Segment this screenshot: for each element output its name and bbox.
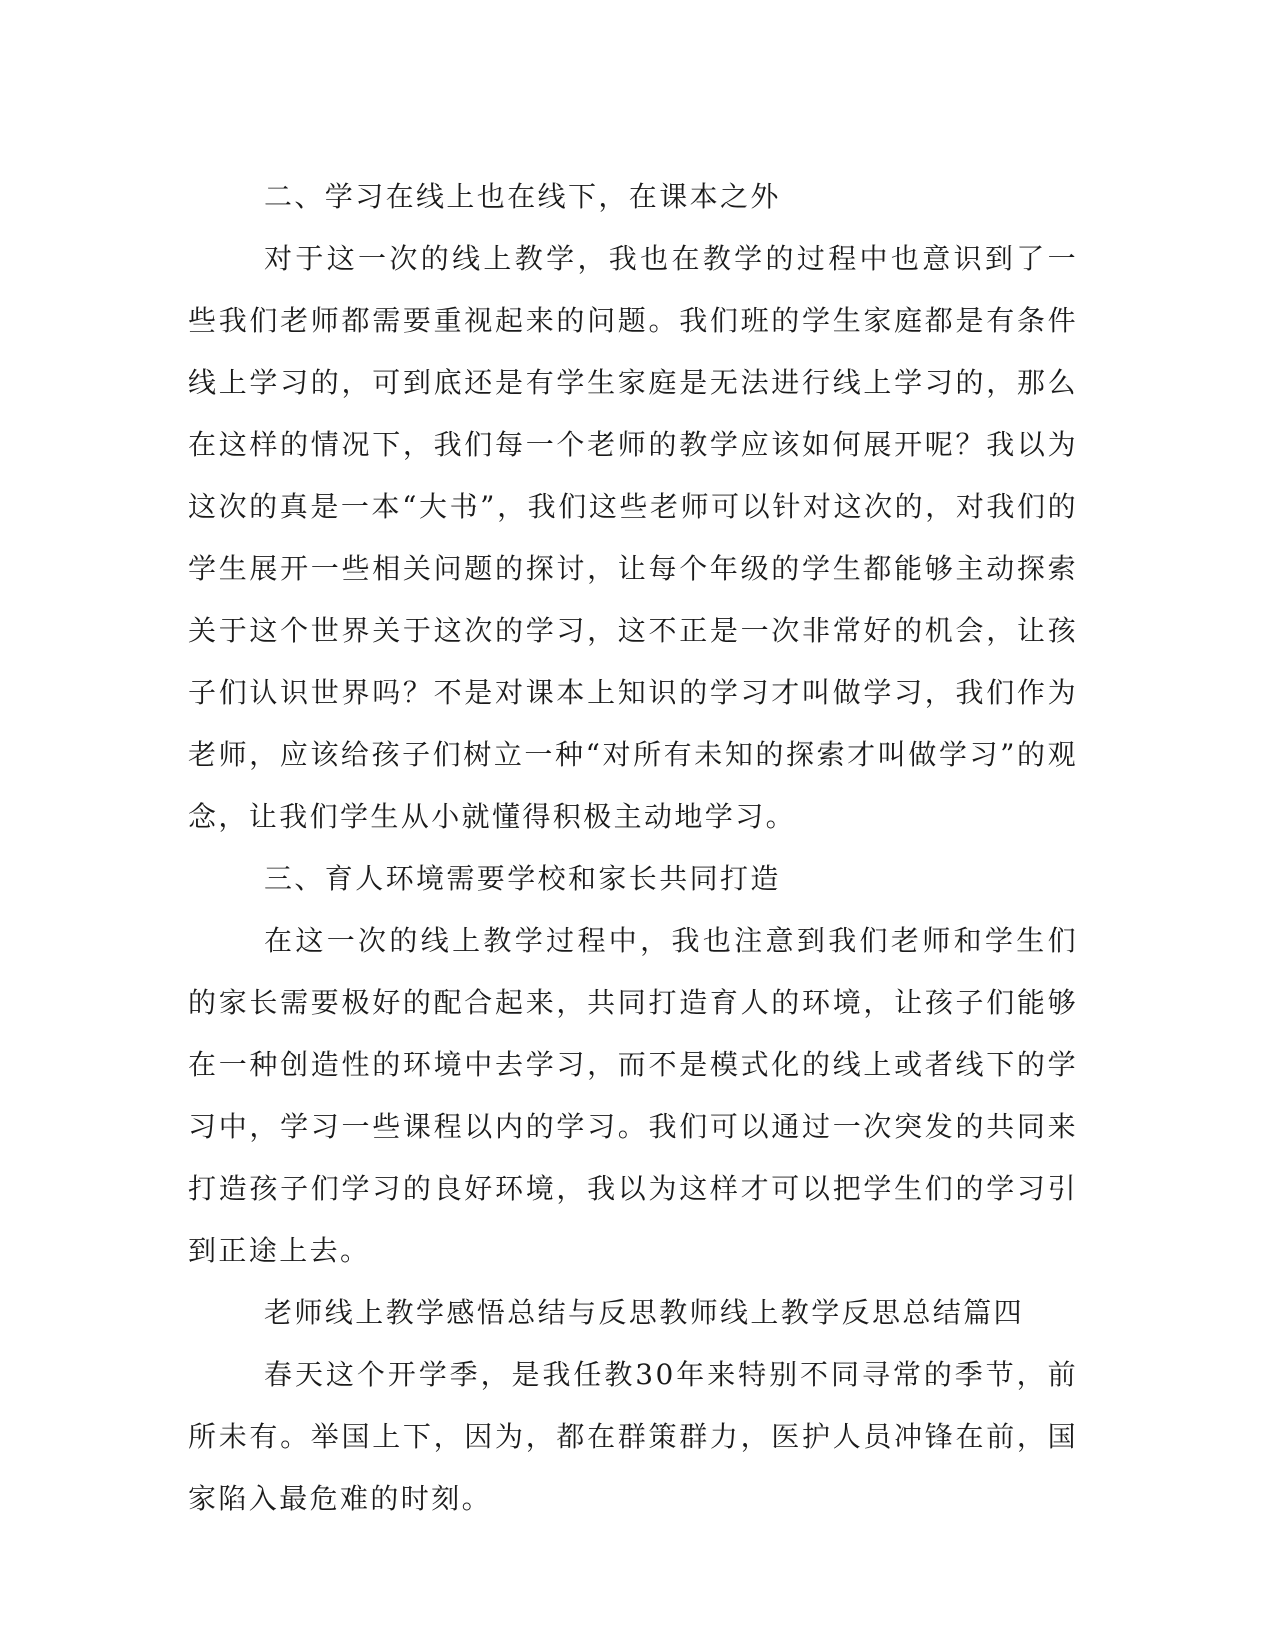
section-heading-3: 三、育人环境需要学校和家长共同打造: [264, 862, 781, 895]
body-paragraph: 春天这个开学季，是我任教30年来特别不同寻常的季节，前所未有。举国上下，因为，都在群策群力，医护人员冲锋在前，国家陷入最危难的时刻。: [188, 1358, 1078, 1515]
article-title: 老师线上教学感悟总结与反思教师线上教学反思总结篇四: [264, 1296, 1025, 1329]
body-paragraph: 在这一次的线上教学过程中，我也注意到我们老师和学生们的家长需要极好的配合起来，共同打造育人的环境，让孩子们能够在一种创造性的环境中去学习，而不是模式化的线上或者线下的学习中，学习一些课程以内的学习。我们可以通过一次突发的共同来打造孩子们学习的良好环境，我以为这样才可以把学生们的学习引到正途上去。: [188, 924, 1078, 1267]
document-body: [188, 166, 1078, 1530]
section-heading-2: 二、学习在线上也在线下，在课本之外: [264, 180, 781, 213]
body-paragraph: 对于这一次的线上教学，我也在教学的过程中也意识到了一些我们老师都需要重视起来的问题。我们班的学生家庭都是有条件线上学习的，可到底还是有学生家庭是无法进行线上学习的，那么在这样的情况下，我们每一个老师的教学应该如何展开呢？我以为这次的真是一本“大书”，我们这些老师可以针对这次的，对我们的学生展开一些相关问题的探讨，让每个年级的学生都能够主动探索关于这个世界关于这次的学习，这不正是一次非常好的机会，让孩子们认识世界吗？不是对课本上知识的学习才叫做学习，我们作为老师，应该给孩子们树立一种“对所有未知的探索才叫做学习”的观念，让我们学生从小就懂得积极主动地学习。: [188, 242, 1078, 833]
